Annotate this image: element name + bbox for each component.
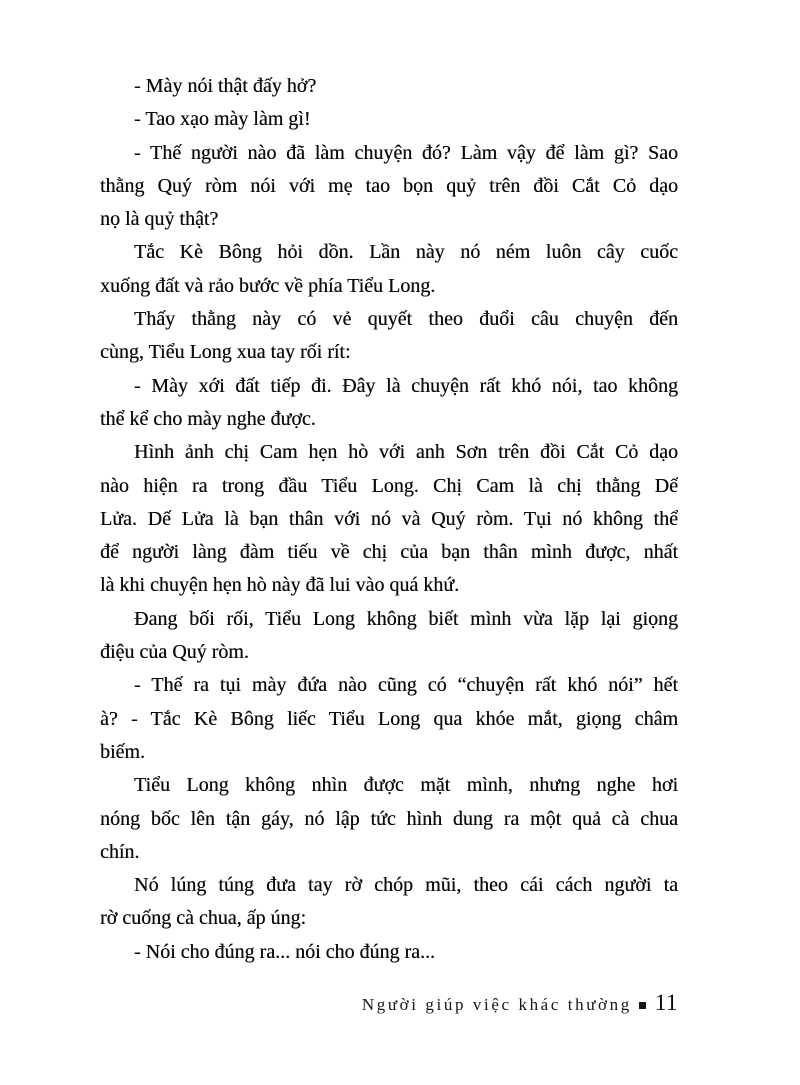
running-title: Người giúp việc khác thường xyxy=(361,995,632,1014)
text-line: Thấy thằng này có vẻ quyết theo đuổi câu chuyện đến xyxy=(134,308,678,331)
text-line: là khi chuyện hẹn hò này đã lui vào quá khứ. xyxy=(100,574,460,597)
text-line: - Thế người nào đã làm chuyện đó? Làm vậy để làm gì? Sao xyxy=(134,141,678,164)
text-line: để người làng đàm tiếu về chị của bạn thân mình được, nhất xyxy=(100,541,678,564)
text-line: Đang bối rối, Tiểu Long không biết mình vừa lặp lại giọng xyxy=(134,607,678,630)
text-line: à? - Tắc Kè Bông liếc Tiểu Long qua khóe mắt, giọng châm xyxy=(100,707,678,730)
text-line: điệu của Quý ròm. xyxy=(100,641,249,664)
text-block xyxy=(100,70,678,969)
text-line: Hình ảnh chị Cam hẹn hò với anh Sơn trên đồi Cắt Cỏ dạo xyxy=(134,441,678,464)
paragraph xyxy=(100,436,678,602)
paragraph xyxy=(100,70,678,103)
text-line: - Nói cho đúng ra... nói cho đúng ra... xyxy=(134,940,436,963)
page-footer xyxy=(100,990,678,1016)
text-line: chín. xyxy=(100,840,140,863)
paragraph xyxy=(100,137,678,237)
text-line: Lửa. Dế Lửa là bạn thân với nó và Quý ròm. Tụi nó không thể xyxy=(100,507,678,530)
text-line: thể kể cho mày nghe được. xyxy=(100,407,316,430)
paragraph xyxy=(100,103,678,136)
paragraph xyxy=(100,769,678,869)
paragraph xyxy=(100,936,678,969)
text-line: thằng Quý ròm nói với mẹ tao bọn quỷ trên đồi Cắt Cỏ dạo xyxy=(100,174,678,197)
text-line: Tắc Kè Bông hỏi dồn. Lần này nó ném luôn cây cuốc xyxy=(134,241,678,264)
paragraph xyxy=(100,603,678,670)
text-line: rờ cuống cà chua, ấp úng: xyxy=(100,907,307,930)
paragraph xyxy=(100,370,678,437)
paragraph xyxy=(100,303,678,370)
paragraph xyxy=(100,669,678,769)
text-line: nóng bốc lên tận gáy, nó lập tức hình dung ra một quả cà chua xyxy=(100,807,678,830)
text-line: Nó lúng túng đưa tay rờ chóp mũi, theo cái cách người ta xyxy=(134,874,678,897)
square-bullet-icon xyxy=(639,1002,646,1009)
text-line: - Thế ra tụi mày đứa nào cũng có “chuyện rất khó nói” hết xyxy=(134,674,678,697)
text-line: nọ là quỷ thật? xyxy=(100,208,219,231)
page-number: 11 xyxy=(654,990,678,1015)
text-line: biếm. xyxy=(100,740,145,763)
text-line: nào hiện ra trong đầu Tiểu Long. Chị Cam là chị thằng Dế xyxy=(100,474,678,497)
text-line: xuống đất và rảo bước về phía Tiểu Long. xyxy=(100,274,436,297)
text-line: Tiểu Long không nhìn được mặt mình, nhưng nghe hơi xyxy=(134,774,678,797)
text-line: - Mày xới đất tiếp đi. Đây là chuyện rất khó nói, tao không xyxy=(134,374,678,397)
paragraph xyxy=(100,236,678,303)
paragraph xyxy=(100,869,678,936)
text-line: - Tao xạo mày làm gì! xyxy=(134,108,311,131)
text-line: cùng, Tiểu Long xua tay rối rít: xyxy=(100,341,351,364)
text-line: - Mày nói thật đấy hở? xyxy=(134,75,317,97)
